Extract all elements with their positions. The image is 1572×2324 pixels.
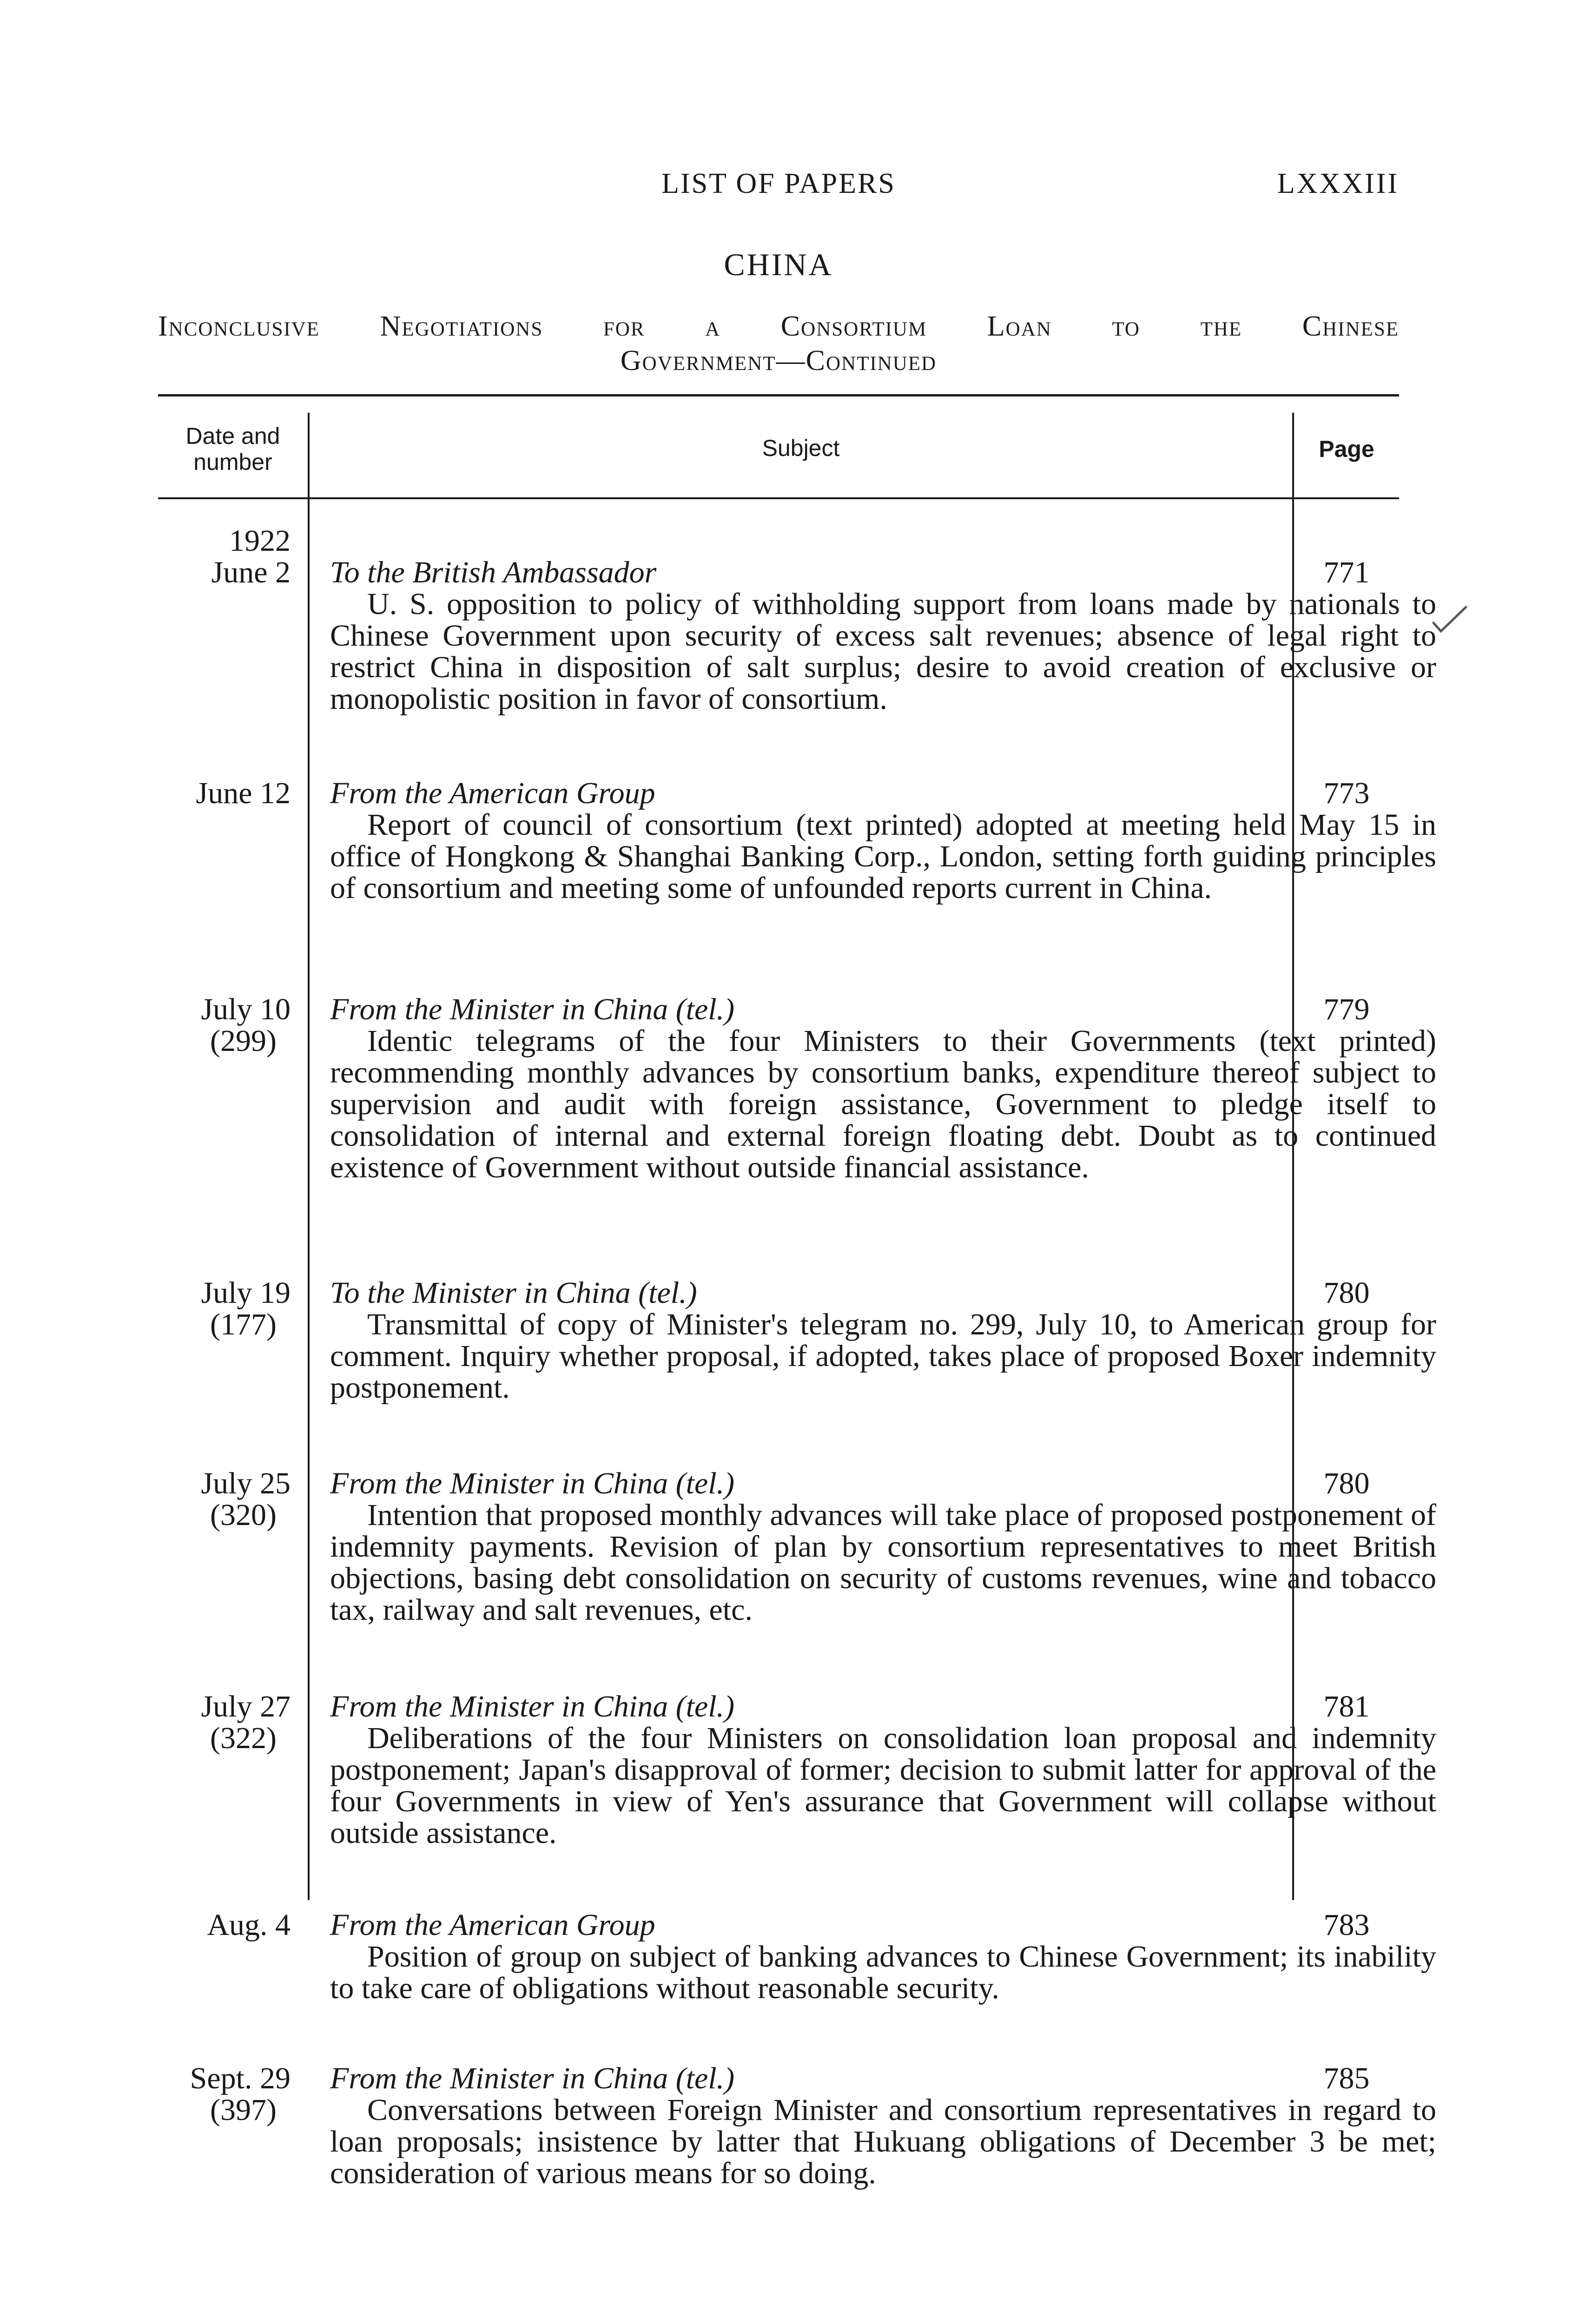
entry-number: (320) [210,1498,277,1532]
entry-summary: Identic telegrams of the four Ministers to their Governments (text printed) recommending monthly advances by consortium banks, expenditure thereof subject to supervision and audit with foreign assistance, Government to pledge itself to consolidation of internal and external foreign floating debt. Doubt as to continued existence of Government without outside financial assistance. [330,1024,1436,1184]
entry-subject [330,1909,1436,2004]
entry-date: July 25 [201,1466,291,1500]
entry-summary: U. S. opposition to policy of withholding support from loans made by nationals to Chinese Government upon security of excess salt revenues; absence of legal right to restrict China in disposition of salt surplus; desire to avoid creation of exclusive or monopolistic position in favor of consortium. [330,587,1436,716]
entry-date: July 27 [201,1690,291,1723]
entry-summary: Report of council of consortium (text printed) adopted at meeting held May 15 in office of Hongkong & Shanghai Banking Corp., London, setting forth guiding principles of consortium and meeting some of unfounded reports current in China. [330,808,1436,905]
check-mark-icon [1432,604,1469,637]
entry-page: 771 [1323,555,1370,589]
entry-number: (177) [210,1307,277,1341]
header-date-and-number: Date and number [185,423,280,475]
entry-number: (322) [210,1721,277,1755]
entry-subject [330,1468,1436,1626]
entry-subject [330,778,1436,904]
entry-subject [330,2063,1436,2189]
entry-date: June 2 [211,555,291,589]
table-header-rule [158,497,1399,499]
entry-heading: From the American Group [330,1908,655,1942]
entry-heading: From the Minister in China (tel.) [330,1466,735,1500]
entry-summary: Intention that proposed monthly advances will take place of proposed postponement of indemnity payments. Revision of plan by consortium representatives to meet British objections, basing debt consolidation on security of customs revenues, wine and tobacco tax, railway and salt revenues, etc. [330,1498,1436,1627]
entry-number: (397) [210,2093,277,2127]
entry-page: 781 [1323,1690,1370,1723]
entry-heading: From the Minister in China (tel.) [330,992,735,1026]
entry-date: Sept. 29 [190,2061,291,2095]
table-top-rule [158,394,1399,396]
entry-subject [330,1277,1436,1404]
section-subtitle [158,309,1399,378]
entry-page: 783 [1323,1908,1370,1942]
entry-heading: From the Minister in China (tel.) [330,2061,735,2095]
entry-date: July 10 [201,992,291,1026]
entry-heading: To the British Ambassador [330,555,657,589]
running-title: LIST OF PAPERS [661,168,896,199]
entry-heading: To the Minister in China (tel.) [330,1276,697,1310]
entry-page: 779 [1323,992,1370,1026]
entry-page: 785 [1323,2061,1370,2095]
entry-subject [330,994,1436,1183]
entry-page: 773 [1323,776,1370,810]
papers-table [158,394,1436,2244]
column-divider-date [308,413,310,1900]
entry-page: 780 [1323,1276,1370,1310]
running-head [158,167,1399,209]
entry-heading: From the Minister in China (tel.) [330,1690,735,1723]
entry-date: July 19 [201,1276,291,1310]
entry-date: June 12 [196,776,291,810]
entry-summary: Transmittal of copy of Minister's telegram no. 299, July 10, to American group for comment. Inquiry whether proposal, if adopted, takes place of proposed Boxer indemnity postponement. [330,1307,1436,1405]
section-subtitle-line-2: Government—Continued [620,345,937,376]
entry-date: Aug. 4 [207,1908,291,1942]
section-title: CHINA [724,247,833,282]
entry-heading: From the American Group [330,776,655,810]
section-subtitle-line-1: Inconclusive Negotiations for a Consortium Loan to the Chinese [158,310,1399,342]
entry-number: (299) [210,1024,277,1058]
entry-subject [330,1691,1436,1849]
year-label: 1922 [229,524,291,558]
entry-summary: Conversations between Foreign Minister and consortium representatives in regard to loan proposals; insistence by latter that Hukuang obligations of December 3 be met; consideration of various means for so doing. [330,2093,1436,2190]
entry-subject [330,557,1436,715]
header-page: Page [1319,436,1374,462]
header-subject: Subject [762,435,840,461]
entry-summary: Deliberations of the four Ministers on consolidation loan proposal and indemnity postponement; Japan's disapproval of former; decision to submit latter for approval of the four Governments in view of Yen's assurance that Government will collapse without outside assistance. [330,1721,1436,1850]
entry-summary: Position of group on subject of banking advances to Chinese Government; its inability to take care of obligations without reasonable security. [330,1940,1436,2005]
entry-page: 780 [1323,1466,1370,1500]
page-folio: LXXXIII [1277,168,1399,199]
